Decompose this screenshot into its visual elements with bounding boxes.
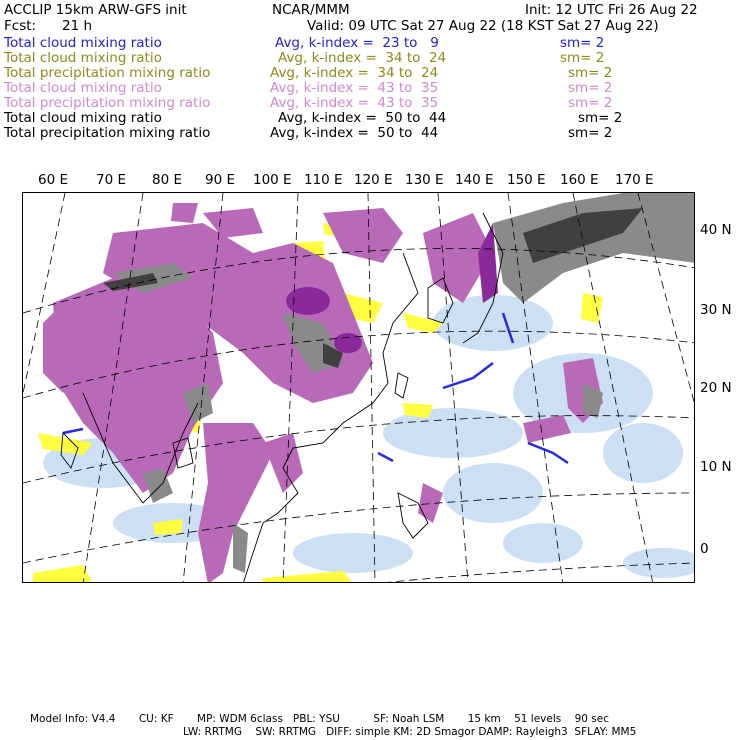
legend-sm-2: sm= 2: [568, 65, 613, 81]
fcst-value: 21 h: [62, 18, 93, 34]
legend-field-0: Total cloud mixing ratio: [4, 35, 162, 51]
legend-avg-1: Avg, k-index = 34 to 24: [278, 50, 447, 66]
lat-label: 10 N: [700, 459, 732, 475]
center-label: NCAR/MMM: [272, 2, 350, 18]
fcst-label: Fcst:: [4, 18, 37, 34]
legend-sm-1: sm= 2: [560, 50, 605, 66]
legend-avg-3: Avg, k-index = 43 to 35: [270, 80, 439, 96]
lon-label: 170 E: [615, 172, 654, 188]
legend-field-4: Total precipitation mixing ratio: [4, 95, 211, 111]
footer-model-info: Model Info: V4.4 CU: KF MP: WDM 6class PBL: YSU SF: Noah LSM 15 km 51 levels 90 sec: [30, 713, 609, 725]
legend-sm-0: sm= 2: [560, 35, 605, 51]
legend-field-3: Total cloud mixing ratio: [4, 80, 162, 96]
lon-label: 120 E: [354, 172, 393, 188]
legend-field-2: Total precipitation mixing ratio: [4, 65, 211, 81]
lon-label: 90 E: [205, 172, 235, 188]
map-canvas: [23, 193, 695, 583]
lon-label: 110 E: [304, 172, 343, 188]
legend-field-6: Total precipitation mixing ratio: [4, 125, 211, 141]
forecast-map: [22, 192, 695, 583]
legend-avg-2: Avg, k-index = 34 to 24: [270, 65, 439, 81]
model-title: ACCLIP 15km ARW-GFS init: [4, 2, 187, 18]
legend-sm-4: sm= 2: [568, 95, 613, 111]
lat-label: 20 N: [700, 380, 732, 396]
lon-label: 160 E: [560, 172, 599, 188]
legend-sm-5: sm= 2: [578, 110, 623, 126]
lon-label: 70 E: [96, 172, 126, 188]
valid-time: Valid: 09 UTC Sat 27 Aug 22 (18 KST Sat 27 Aug 22): [307, 18, 659, 34]
legend-field-1: Total cloud mixing ratio: [4, 50, 162, 66]
lon-label: 60 E: [38, 172, 68, 188]
lon-label: 150 E: [507, 172, 546, 188]
footer-physics-info: LW: RRTMG SW: RRTMG DIFF: simple KM: 2D Smagor DAMP: Rayleigh3 SFLAY: MM5: [183, 726, 637, 738]
lat-label: 40 N: [700, 222, 732, 238]
lon-label: 100 E: [253, 172, 292, 188]
legend-avg-0: Avg, k-index = 23 to 9: [275, 35, 439, 51]
legend-sm-6: sm= 2: [568, 125, 613, 141]
legend-avg-4: Avg, k-index = 43 to 35: [270, 95, 439, 111]
lon-label: 130 E: [405, 172, 444, 188]
lat-label: 30 N: [700, 302, 732, 318]
legend-sm-3: sm= 2: [568, 80, 613, 96]
legend-avg-5: Avg, k-index = 50 to 44: [278, 110, 447, 126]
legend-field-5: Total cloud mixing ratio: [4, 110, 162, 126]
lon-label: 80 E: [152, 172, 182, 188]
legend-avg-6: Avg, k-index = 50 to 44: [270, 125, 439, 141]
init-time: Init: 12 UTC Fri 26 Aug 22: [525, 2, 698, 18]
lon-label: 140 E: [455, 172, 494, 188]
lat-label: 0: [700, 541, 709, 557]
